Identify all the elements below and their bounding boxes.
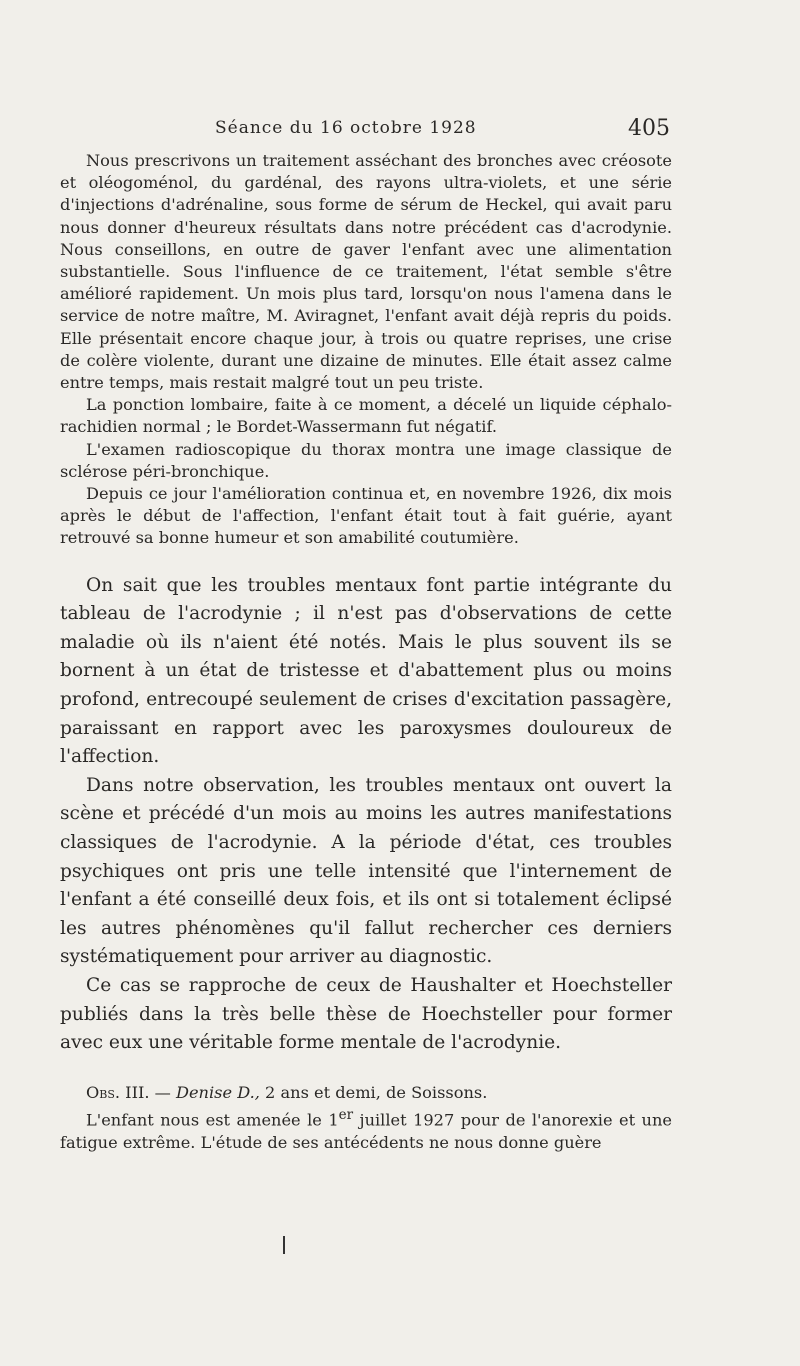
observation-label: Obs. III. — (86, 1082, 171, 1102)
page-header (60, 118, 670, 146)
observation-block (60, 1082, 672, 1154)
observation-text-end: juillet 1927 pour de l'anorexie et une fatigue extrême. L'étude de ses antécédents ne nous donne guère (60, 1110, 672, 1152)
paragraph: Nous prescrivons un traitement asséchant des bronches avec créosote et oléogoménol, du gardénal, des rayons ultra-violets, et une série d'injections d'adrénaline, sous forme de sérum de Heckel, qui avait paru nous donner d'heureux résultats dans notre précédent cas d'acrodynie. Nous conseillons, en outre de gaver l'enfant avec une alimentation substantielle. Sous l'influence de ce traitement, l'état semble s'être amélioré rapidement. Un mois plus tard, lorsqu'on nous l'amena dans le service de notre maître, M. Aviragnet, l'enfant avait déjà repris du poids. Elle présentait encore chaque jour, à trois ou quatre reprises, une crise de colère violente, durant une dizaine de minutes. Elle était assez calme entre temps, mais restait malgré tout un peu triste. (60, 151, 672, 393)
ordinal-superscript: er (338, 1106, 354, 1123)
running-head: Séance du 16 octobre 1928 (215, 118, 477, 138)
observation-heading (60, 1082, 672, 1104)
observation-text-start: L'enfant nous est amenée le 1 (86, 1110, 339, 1130)
paragraph: Ce cas se rapproche de ceux de Haushalter et Hoechsteller publiés dans la très belle thèse de Hoechsteller pour former avec eux une véritable forme mentale de l'acrodynie. (60, 974, 672, 1054)
paragraph: Dans notre observation, les troubles mentaux ont ouvert la scène et précédé d'un mois au moins les autres manifestations classiques de l'acrodynie. A la période d'état, ces troubles psychiques ont pris une telle intensité que l'internement de l'enfant a été conseillé deux fois, et ils ont si totalement éclipsé les autres phénomènes qu'il fallut rechercher ces derniers systématiquement pour arriver au diagnostic. (60, 774, 672, 968)
paragraph: L'examen radioscopique du thorax montra une image classique de sclérose péri-bronchique. (60, 439, 672, 481)
patient-name: Denise D., (176, 1082, 260, 1102)
page-body (60, 150, 672, 1154)
patient-details: 2 ans et demi, de Soissons. (265, 1082, 488, 1102)
paragraph: Depuis ce jour l'amélioration continua et, en novembre 1926, dix mois après le début de l'affection, l'enfant était tout à fait guérie, ayant retrouvé sa bonne humeur et son amabilité coutumière. (60, 484, 672, 548)
observation-text (60, 1104, 672, 1154)
paragraph: La ponction lombaire, faite à ce moment, a décelé un liquide céphalo-rachidien normal ; le Bordet-Wassermann fut négatif. (60, 395, 672, 437)
page-number: 405 (628, 116, 670, 141)
case-narrative (60, 150, 672, 550)
paragraph: On sait que les troubles mentaux font partie intégrante du tableau de l'acrodynie ; il n'est pas d'observations de cette maladie où ils n'aient été notés. Mais le plus souvent ils se bornent à un état de tristesse et d'abattement plus ou moins profond, entrecoupé seulement de crises d'excitation passagère, paraissant en rapport avec les paroxysmes douloureux de l'affection. (60, 574, 672, 768)
print-mark (283, 1236, 285, 1254)
discussion (60, 572, 672, 1058)
